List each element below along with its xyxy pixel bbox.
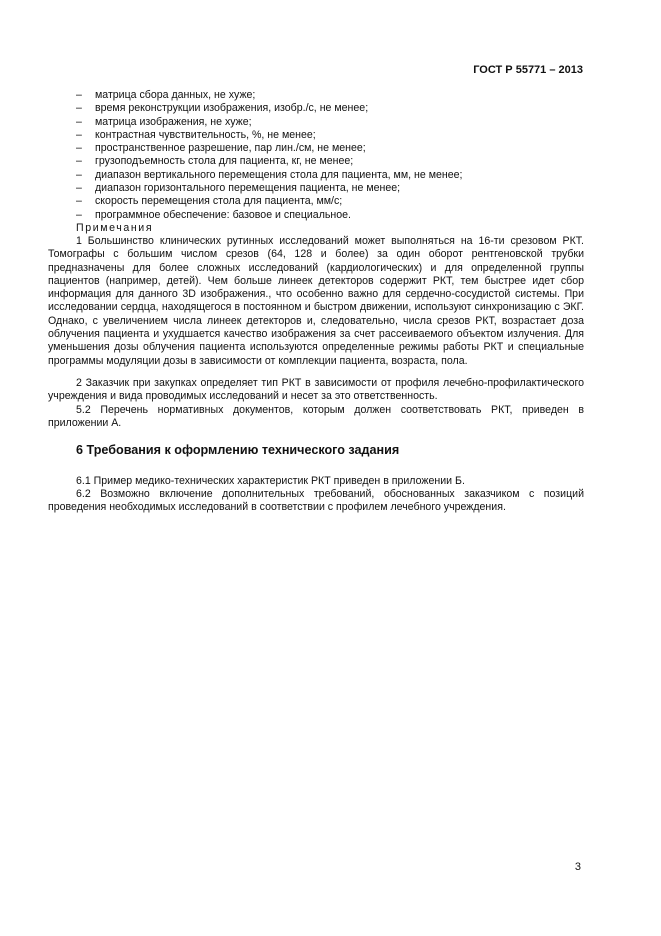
list-item xyxy=(76,116,588,129)
document-header: ГОСТ Р 55771 – 2013 xyxy=(473,64,583,76)
note-2: 2 Заказчик при закупках определяет тип РКТ в зависимости от профиля лечебно-профилактического учреждения и вида проводимых исследований и несет за это ответственность. xyxy=(48,377,584,403)
list-item-text: пространственное разрешение, пар лин./см, не менее; xyxy=(95,142,366,155)
list-dash: – xyxy=(76,128,82,141)
notes-title: Примечания xyxy=(76,222,154,234)
list-item-text: время реконструкции изображения, изобр./с, не менее; xyxy=(95,102,369,115)
list-item xyxy=(76,102,588,115)
list-item-text: скорость перемещения стола для пациента, мм/с; xyxy=(95,195,343,208)
note-1: 1 Большинство клинических рутинных исследований может выполняться на 16-ти срезовом РКТ. Томографы с большим числом срезов (64, 128 и более) за один оборот рентгеновской трубки предназначены для более сложных исследований (кардиологических) и для определенной группы пациентов (например, детей). Чем больше линеек детекторов содержит РКТ, тем быстрее идет сбор информация для данного 3D изображения., что особенно важно для сердечно-сосудистой системы. При исследовании сердца, находящегося в постоянном и быстром движении, используют синхронизацию с ЭКГ. Однако, с увеличением числа линеек детекторов и, следовательно, числа срезов РКТ, возрастает доза облучения пациента и ухудшается качество изображения за счет рассеиваемого объектом излучения. Для уменьшения дозы облучения пациента используются определенные режимы работы РКТ и специальные программы модуляции дозы в зависимости от комплекции пациента, возраста, пола. xyxy=(48,235,584,367)
page-number: 3 xyxy=(574,861,581,873)
list-dash: – xyxy=(76,89,82,101)
list-item-text: контрастная чувствительность, %, не менее; xyxy=(95,128,316,141)
list-dash: – xyxy=(76,142,82,155)
list-item xyxy=(76,195,588,208)
list-item-text: диапазон горизонтального перемещения пациента, не менее; xyxy=(95,182,401,195)
list-dash: – xyxy=(76,208,82,221)
list-dash: – xyxy=(76,168,82,181)
list-item-text: грузоподъемность стола для пациента, кг, не менее; xyxy=(95,155,354,168)
paragraph-5-2: 5.2 Перечень нормативных документов, которым должен соответствовать РКТ, приведен в приложении А. xyxy=(48,404,584,430)
list-item xyxy=(76,89,588,102)
list-item-text: матрица сбора данных, не хуже; xyxy=(95,89,256,101)
list-item-text: диапазон вертикального перемещения стола для пациента, мм, не менее; xyxy=(95,168,463,181)
list-item xyxy=(76,169,588,182)
list-item xyxy=(76,155,588,168)
list-dash: – xyxy=(76,182,82,195)
list-dash: – xyxy=(76,155,82,168)
section-6-heading: 6 Требования к оформлению технического задания xyxy=(76,443,400,457)
list-dash: – xyxy=(76,115,82,128)
list-item xyxy=(76,182,588,195)
paragraph-6-1: 6.1 Пример медико-технических характеристик РКТ приведен в приложении Б. xyxy=(76,475,465,487)
paragraph-6-2: 6.2 Возможно включение дополнительных требований, обоснованных заказчиком с позиций проведения необходимых исследований в соответствии с профилем лечебного учреждения. xyxy=(48,488,584,514)
list-item xyxy=(76,209,588,222)
list-item xyxy=(76,129,588,142)
list-dash: – xyxy=(76,195,82,208)
list-item-text: матрица изображения, не хуже; xyxy=(95,115,252,128)
specification-list xyxy=(76,89,588,222)
list-dash: – xyxy=(76,102,82,115)
list-item-text: программное обеспечение: базовое и специальное. xyxy=(95,208,351,221)
list-item xyxy=(76,142,588,155)
